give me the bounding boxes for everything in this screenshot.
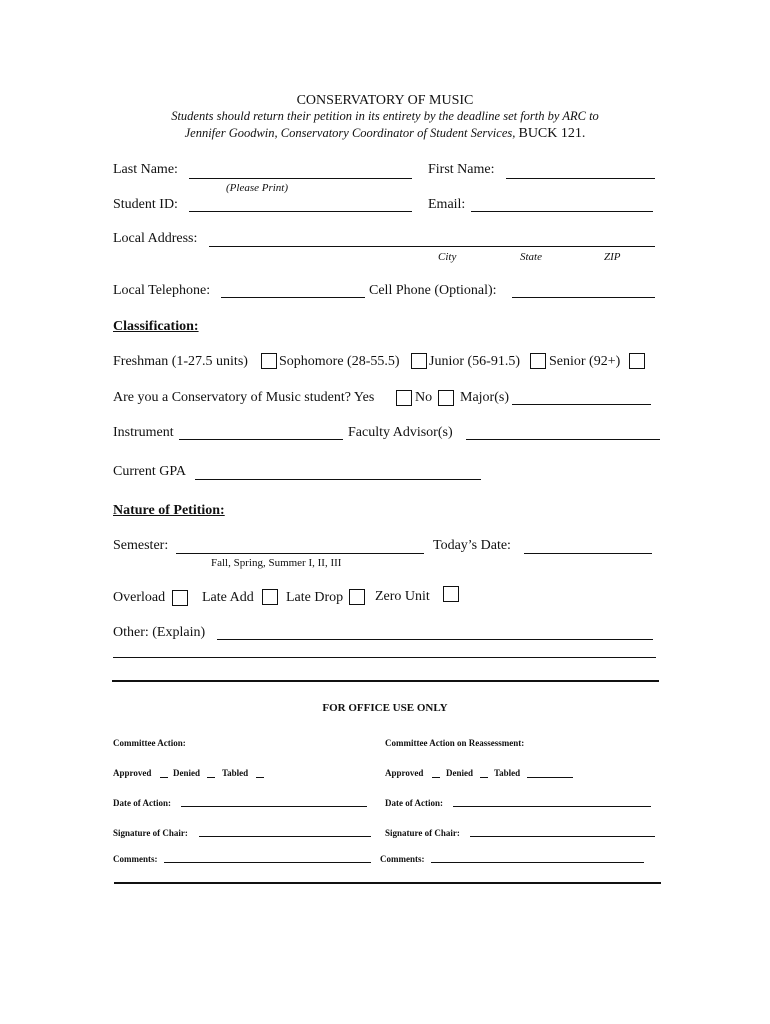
reassess-approved-field[interactable] (432, 777, 440, 778)
semester-hint: Fall, Spring, Summer I, II, III (211, 557, 342, 569)
first-name-label: First Name: (428, 162, 495, 177)
reassess-comments-label: Comments: (380, 854, 425, 864)
local-address-field[interactable] (209, 246, 655, 247)
denied-label: Denied (173, 768, 200, 778)
cell-phone-label: Cell Phone (Optional): (369, 283, 497, 298)
state-hint: State (520, 251, 542, 263)
reassess-denied-label: Denied (446, 768, 473, 778)
junior-label: Junior (56-91.5) (429, 354, 520, 369)
divider (112, 680, 659, 682)
first-name-field[interactable] (506, 178, 655, 179)
instructions-line-2 (0, 126, 770, 142)
zero-unit-label: Zero Unit (375, 589, 430, 604)
city-hint: City (438, 251, 457, 263)
zip-hint: ZIP (604, 251, 621, 263)
overload-checkbox[interactable] (172, 590, 188, 606)
tabled-field[interactable] (256, 777, 264, 778)
zero-unit-checkbox[interactable] (443, 586, 459, 602)
sophomore-label: Sophomore (28-55.5) (279, 354, 400, 369)
freshman-checkbox[interactable] (261, 353, 277, 369)
semester-field[interactable] (176, 553, 424, 554)
local-telephone-field[interactable] (221, 297, 365, 298)
reassess-signature-of-chair-label: Signature of Chair: (385, 828, 460, 838)
other-explain-label: Other: (Explain) (113, 625, 206, 640)
junior-checkbox[interactable] (530, 353, 546, 369)
late-drop-checkbox[interactable] (349, 589, 365, 605)
reassess-comments-field[interactable] (431, 862, 644, 863)
conservatory-no-checkbox[interactable] (438, 390, 454, 406)
late-drop-label: Late Drop (286, 590, 344, 605)
todays-date-field[interactable] (524, 553, 652, 554)
committee-action-label: Committee Action: (113, 738, 186, 748)
last-name-label: Last Name: (113, 162, 178, 177)
last-name-field[interactable] (189, 178, 412, 179)
email-field[interactable] (471, 211, 653, 212)
reassess-tabled-label: Tabled (494, 768, 521, 778)
bottom-divider (114, 882, 661, 884)
classification-heading: Classification: (113, 319, 199, 334)
late-add-checkbox[interactable] (262, 589, 278, 605)
current-gpa-label: Current GPA (113, 464, 186, 479)
reassess-approved-label: Approved (385, 768, 424, 778)
faculty-advisor-field[interactable] (466, 439, 660, 440)
signature-of-chair-field[interactable] (199, 836, 371, 837)
reassess-date-of-action-field[interactable] (453, 806, 651, 807)
late-add-label: Late Add (202, 590, 254, 605)
instructions-line-1: Students should return their petition in its entirety by the deadline set forth by ARC to (171, 109, 599, 123)
reassess-signature-of-chair-field[interactable] (470, 836, 655, 837)
please-print-hint: (Please Print) (226, 182, 289, 194)
comments-field[interactable] (164, 862, 371, 863)
room-text: BUCK 121. (518, 126, 586, 141)
nature-of-petition-heading: Nature of Petition: (113, 503, 225, 518)
semester-label: Semester: (113, 538, 169, 553)
senior-label: Senior (92+) (549, 354, 621, 369)
conservatory-yes-checkbox[interactable] (396, 390, 412, 406)
faculty-advisor-label: Faculty Advisor(s) (348, 425, 453, 440)
student-id-label: Student ID: (113, 197, 178, 212)
student-id-field[interactable] (189, 211, 412, 212)
conservatory-no-label: No (415, 390, 433, 405)
office-use-heading: FOR OFFICE USE ONLY (322, 702, 448, 714)
form-title: CONSERVATORY OF MUSIC (296, 93, 474, 108)
date-of-action-field[interactable] (181, 806, 367, 807)
current-gpa-field[interactable] (195, 479, 481, 480)
instrument-field[interactable] (179, 439, 343, 440)
other-explain-field-line-2[interactable] (113, 657, 656, 658)
approved-label: Approved (113, 768, 152, 778)
committee-reassessment-label: Committee Action on Reassessment: (385, 738, 525, 748)
overload-label: Overload (113, 590, 166, 605)
freshman-label: Freshman (1-27.5 units) (113, 354, 248, 369)
comments-label: Comments: (113, 854, 158, 864)
email-label: Email: (428, 197, 466, 212)
denied-field[interactable] (207, 777, 215, 778)
date-of-action-label: Date of Action: (113, 798, 171, 808)
signature-of-chair-label: Signature of Chair: (113, 828, 188, 838)
cell-phone-field[interactable] (512, 297, 655, 298)
majors-field[interactable] (512, 404, 651, 405)
conservatory-question: Are you a Conservatory of Music student? Yes (113, 390, 375, 405)
other-explain-field[interactable] (217, 639, 653, 640)
tabled-label: Tabled (222, 768, 249, 778)
majors-label: Major(s) (460, 390, 509, 405)
todays-date-label: Today’s Date: (433, 538, 511, 553)
reassess-date-of-action-label: Date of Action: (385, 798, 443, 808)
senior-checkbox[interactable] (629, 353, 645, 369)
instrument-label: Instrument (113, 425, 174, 440)
approved-field[interactable] (160, 777, 168, 778)
reassess-tabled-field[interactable] (527, 777, 573, 778)
coordinator-text: Jennifer Goodwin, Conservatory Coordinator of Student Services, (184, 126, 516, 140)
reassess-denied-field[interactable] (480, 777, 488, 778)
sophomore-checkbox[interactable] (411, 353, 427, 369)
local-telephone-label: Local Telephone: (113, 283, 211, 298)
local-address-label: Local Address: (113, 231, 198, 246)
